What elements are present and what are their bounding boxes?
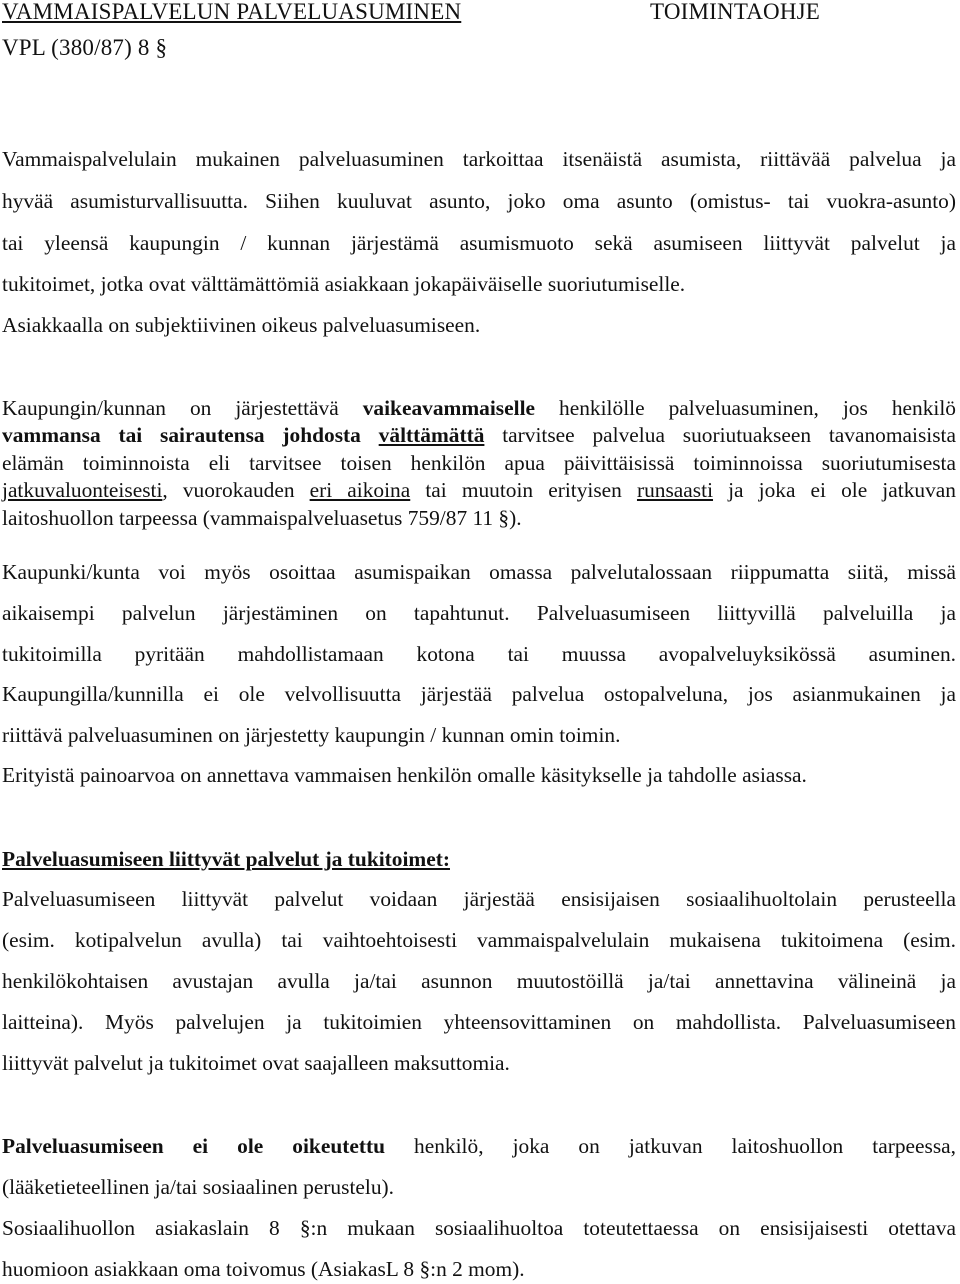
municipality-line-3: tukitoimilla pyritään mahdollistamaan kotona tai muussa avopalveluyksikössä asuminen. — [2, 642, 956, 666]
municipality-line-1: Kaupunki/kunta voi myös osoittaa asumispaikan omassa palvelutalossaan riippumatta siitä, missä — [2, 560, 956, 584]
municipality-line-6: Erityistä painoarvoa on annettava vammaisen henkilön omalle käsitykselle ja tahdolle asiassa. — [2, 763, 807, 787]
exclusion-line-4: huomioon asiakkaan oma toivomus (AsiakasL 8 §:n 2 mom). — [2, 1257, 525, 1281]
services-heading: Palveluasumiseen liittyvät palvelut ja tukitoimet: — [2, 847, 450, 871]
exclusion-line-1: Palveluasumiseen ei ole oikeutettu henkilö, joka on jatkuvan laitoshuollon tarpeessa, — [2, 1134, 957, 1158]
emphasis-not-entitled: Palveluasumiseen ei ole oikeutettu — [2, 1134, 385, 1158]
municipality-line-2: aikaisempi palvelun järjestäminen on tapahtunut. Palveluasumiseen liittyvillä palveluilla ja — [2, 601, 956, 625]
eligibility-line-2: vammansa tai sairautensa johdosta välttämättä tarvitsee palvelua suoriutuakseen tavanomaisista — [2, 423, 956, 447]
intro-line-1: Vammaispalvelulain mukainen palveluasuminen tarkoittaa itsenäistä asumista, riittävää palvelua ja — [2, 147, 956, 171]
intro-line-2: hyvää asumisturvallisuutta. Siihen kuuluvat asunto, joko oma asunto (omistus- tai vuokra-asunto) — [2, 189, 956, 213]
eligibility-line-1: Kaupungin/kunnan on järjestettävä vaikeavammaiselle henkilölle palveluasuminen, jos henkilö — [2, 396, 956, 420]
exclusion-line-3: Sosiaalihuollon asiakaslain 8 §:n mukaan sosiaalihuoltoa toteutettaessa on ensisijaisesti otettava — [2, 1216, 956, 1240]
intro-line-3: tai yleensä kaupungin / kunnan järjestämä asumismuoto sekä asumiseen liittyvät palvelut ja — [2, 231, 956, 255]
services-line-1: Palveluasumiseen liittyvät palvelut voidaan järjestää ensisijaisen sosiaalihuoltolain perusteella — [2, 887, 956, 911]
eligibility-line-3: elämän toiminnoista eli tarvitsee toisen henkilön apua päivittäisissä toiminnoissa suoriutumisesta — [2, 451, 956, 475]
emphasis-vammansa: vammansa tai sairautensa johdosta — [2, 423, 361, 447]
intro-line-4: tukitoimet, jotka ovat välttämättömiä asiakkaan jokapäiväiselle suoriutumiselle. — [2, 272, 686, 296]
services-line-5: liittyvät palvelut ja tukitoimet ovat saajalleen maksuttomia. — [2, 1051, 510, 1075]
document-type: TOIMINTAOHJE — [650, 0, 821, 24]
municipality-line-4: Kaupungilla/kunnilla ei ole velvollisuutta järjestää palvelua ostopalveluna, jos asianmukainen ja — [2, 682, 956, 706]
legal-reference: VPL (380/87) 8 § — [2, 35, 168, 60]
emphasis-valttamatta: välttämättä — [378, 423, 485, 447]
services-line-4: laitteina). Myös palvelujen ja tukitoimien yhteensovittaminen on mahdollista. Palveluasumiseen — [2, 1010, 956, 1034]
exclusion-line-2: (lääketieteellinen ja/tai sosiaalinen perustelu). — [2, 1175, 394, 1199]
eligibility-line-5: laitoshuollon tarpeessa (vammaispalveluasetus 759/87 11 §). — [2, 506, 522, 530]
emphasis-vaikeavammaiselle: vaikeavammaiselle — [362, 396, 536, 420]
services-line-3: henkilökohtaisen avustajan avulla ja/tai asunnon muutostöillä ja/tai annettavina välineinä ja — [2, 969, 956, 993]
emphasis-runsaasti: runsaasti — [636, 478, 714, 502]
intro-line-5: Asiakkaalla on subjektiivinen oikeus palveluasumiseen. — [2, 313, 481, 337]
emphasis-jatkuvaluonteisesti: jatkuvaluonteisesti — [2, 478, 163, 502]
emphasis-eri-aikoina: eri aikoina — [309, 478, 411, 502]
eligibility-line-4: jatkuvaluonteisesti, vuorokauden eri aikoina tai muutoin erityisen runsaasti ja joka ei ole jatkuvan — [2, 478, 956, 502]
services-line-2: (esim. kotipalvelun avulla) tai vaihtoehtoisesti vammaispalvelulain mukaisena tukitoimena (esim. — [2, 928, 956, 952]
document-title: VAMMAISPALVELUN PALVELUASUMINEN — [2, 0, 462, 24]
municipality-line-5: riittävä palveluasuminen on järjestetty kaupungin / kunnan omin toimin. — [2, 723, 621, 747]
